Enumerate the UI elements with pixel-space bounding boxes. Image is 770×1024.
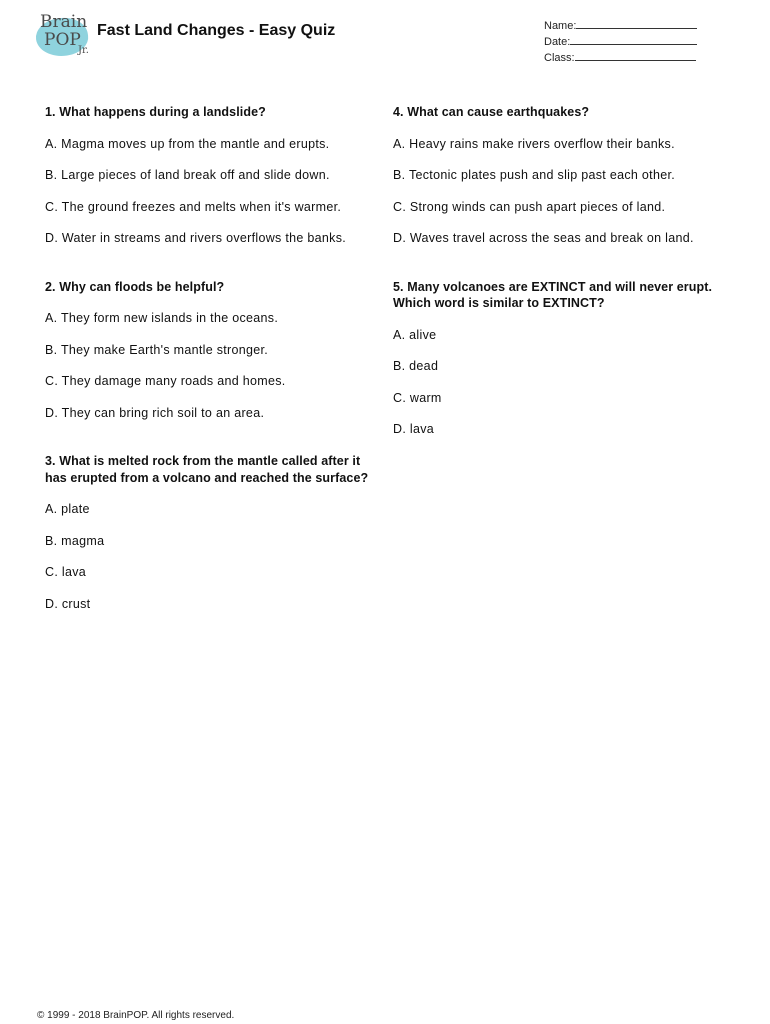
question-text: 5. Many volcanoes are EXTINCT and will never erupt. Which word is similar to EXTINCT? — [393, 279, 713, 310]
answer-option: A. Magma moves up from the mantle and erupts. — [45, 136, 330, 151]
date-field — [544, 34, 697, 50]
question-3 — [45, 453, 380, 612]
answer-option: D. Water in streams and rivers overflows the banks. — [45, 231, 347, 245]
answer-option: A. alive — [393, 327, 437, 342]
answer-option: C. Strong winds can push apart pieces of land. — [393, 199, 666, 214]
answer-option: B. They make Earth's mantle stronger. — [45, 342, 269, 357]
name-field — [544, 18, 697, 34]
answer-option: A. Heavy rains make rivers overflow their banks. — [393, 136, 675, 151]
brainpop-jr-logo — [34, 12, 92, 58]
answer-option: B. magma — [45, 533, 105, 548]
question-text: 2. Why can floods be helpful? — [45, 279, 225, 294]
answer-option: C. They damage many roads and homes. — [45, 374, 286, 388]
answer-option: B. dead — [393, 359, 439, 373]
logo-text-jr: Jr. — [78, 45, 89, 56]
question-2 — [45, 279, 380, 422]
right-column — [393, 104, 728, 470]
question-4 — [393, 104, 728, 247]
student-info-fields — [544, 18, 697, 66]
logo-text-brain: Brain — [40, 12, 88, 32]
answer-option: C. The ground freezes and melts when it's warmer. — [45, 199, 342, 214]
answer-option: D. Waves travel across the seas and break on land. — [393, 231, 694, 245]
answer-option: C. warm — [393, 390, 442, 405]
answer-option: D. They can bring rich soil to an area. — [45, 405, 265, 420]
quiz-title: Fast Land Changes - Easy Quiz — [97, 22, 336, 39]
left-column — [45, 104, 380, 644]
question-5 — [393, 279, 728, 438]
answer-option: C. lava — [45, 565, 87, 579]
answer-option: B. Tectonic plates push and slip past each other. — [393, 168, 676, 182]
answer-option: D. lava — [393, 422, 435, 436]
question-text: 3. What is melted rock from the mantle called after it has erupted from a volcano and reached the surface? — [45, 454, 369, 485]
answer-option: A. plate — [45, 502, 90, 516]
logo-text-pop: POP — [44, 30, 81, 50]
answer-option: A. They form new islands in the oceans. — [45, 311, 279, 325]
class-blank — [575, 50, 696, 61]
name-label: Name: — [544, 20, 577, 32]
copyright-footer: © 1999 - 2018 BrainPOP. All rights reserved. — [37, 1010, 235, 1021]
question-1 — [45, 104, 380, 247]
date-label: Date: — [544, 36, 571, 48]
class-label: Class: — [544, 52, 575, 64]
date-blank — [570, 34, 697, 45]
answer-option: B. Large pieces of land break off and slide down. — [45, 168, 330, 182]
class-field — [544, 50, 697, 66]
name-blank — [576, 18, 697, 29]
question-text: 4. What can cause earthquakes? — [393, 105, 590, 119]
answer-option: D. crust — [45, 596, 91, 611]
question-text: 1. What happens during a landslide? — [45, 105, 266, 119]
